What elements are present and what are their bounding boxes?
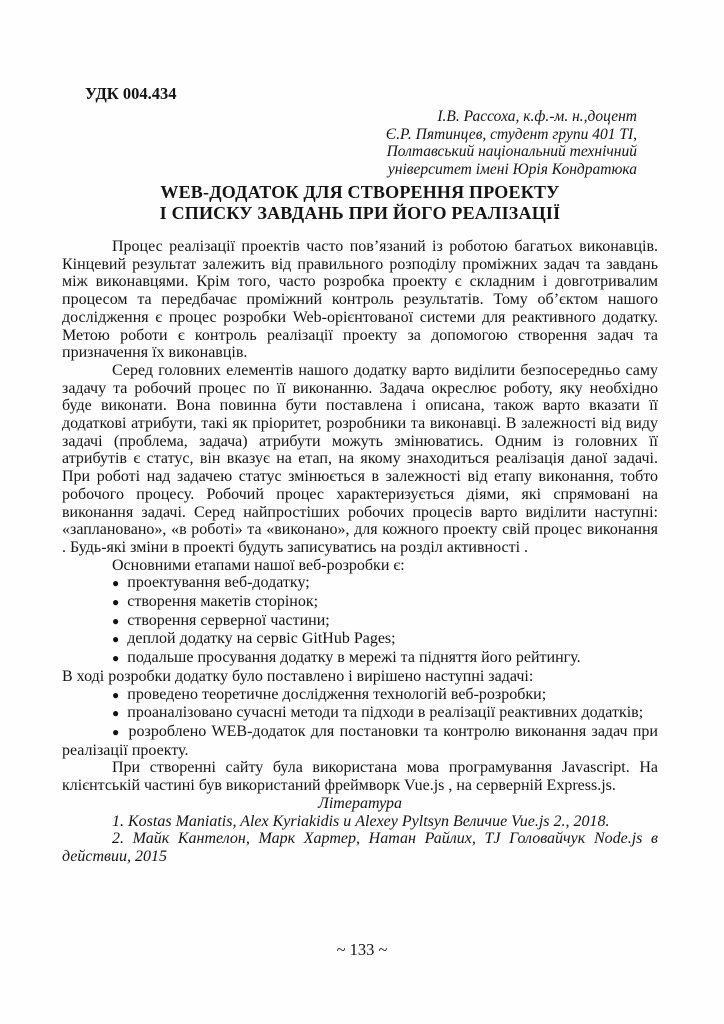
paper-title-line-2: І СПИСКУ ЗАВДАНЬ ПРИ ЙОГО РЕАЛІЗАЦІЇ [159, 203, 561, 223]
author-line-4: університет імені Юрія Кондратюка [387, 160, 637, 178]
paper-body [62, 238, 658, 866]
bullet-icon: ● [112, 595, 120, 610]
stage-item-text: проектування веб-додатку; [127, 574, 310, 592]
task-list-item [62, 723, 658, 759]
author-block [62, 108, 637, 178]
stage-item-text: створення макетів сторінок; [127, 593, 319, 611]
stage-list-item [62, 574, 658, 593]
task-item-text: розроблено WEB-додаток для постановки та контролю виконання задач при реалізації проекту. [62, 722, 658, 759]
udc-number: УДК 004.434 [85, 84, 177, 103]
stage-item-text: створення серверної частини; [127, 611, 330, 629]
stage-item-text: подальше просування додатку в мережі та підняття його рейтингу. [127, 649, 581, 667]
bullet-icon: ● [112, 706, 120, 721]
task-list-item [62, 704, 658, 723]
paragraph-technologies: При створенні сайту була використана мова програмування Javascript. На клієнтській частині був використаний фреймворк Vue.js , на серверній Express.js. [62, 759, 658, 795]
paper-title-line-1: WEB-ДОДАТОК ДЛЯ СТВОРЕННЯ ПРОЕКТУ [160, 182, 560, 202]
author-line-3: Полтавський національний технічний [386, 143, 637, 160]
task-list-item [62, 686, 658, 705]
paragraph-elements: Серед головних елементів нашого додатку варто виділити безпосередньо саму задачу та робочий процес по її виконанню. Задача окреслює роботу, яку необхідно буде виконати. Вона повинна бути поставлена і описана, також варто вказати її додаткові атрибути, такі як пріоритет, розробники та виконавці. В залежності від виду задачі (проблема, задача) атрибути можуть змінюватись. Одним із головних її атрибутів є статус, він вказує на етап, на якому знаходиться реалізація даної задачі. При роботі над задачею статус змінюється в залежності від етапу виконання, тобто робочого процесу. Робочий процес характеризується діями, які спрямовані на виконання задачі. Серед найпростіших робочих процесів варто виділити наступні: «заплановано», «в роботі» та «виконано», для кожного проекту свій процес виконання . Будь-які зміни в проекті будуть записуватись на розділ активності . [62, 361, 658, 556]
reference-item-2: 2. Майк Кантелон, Марк Хартер, Натан Райлих, TJ Головайчук Node.js в действии, 2015 [62, 830, 658, 865]
author-line-2: Є.Р. Пятинцев, студент групи 401 ТІ, [385, 125, 637, 143]
bullet-icon: ● [112, 687, 120, 702]
tasks-intro: В ході розробки додатку було поставлено і вирішено наступні задачі: [62, 667, 534, 685]
page-number: ~ 133 ~ [336, 940, 388, 959]
bullet-icon: ● [112, 613, 120, 628]
stage-list-item [62, 649, 658, 668]
reference-item-1: 1. Kostas Maniatis, Alex Kyriakidis и Alexey Pyltsyn Величие Vue.js 2., 2018. [112, 812, 610, 830]
literature-heading: Література [318, 794, 402, 812]
bullet-icon: ● [112, 576, 120, 591]
task-item-text: проаналізовано сучасні методи та підходи в реалізації реактивних додатків; [127, 704, 644, 722]
author-line-1: І.В. Рассоха, к.ф.-м. н.,доцент [437, 108, 637, 125]
stage-list-item [62, 612, 658, 631]
bullet-icon: ● [112, 651, 120, 666]
stage-list-item [62, 593, 658, 612]
stage-item-text: деплой додатку на сервіс GitHub Pages; [127, 630, 396, 648]
task-item-text: проведено теоретичне дослідження технологій веб-розробки; [127, 685, 547, 703]
stages-intro: Основними етапами нашої веб-розробки є: [112, 556, 405, 574]
paragraph-intro: Процес реалізації проектів часто пов’язаний із роботою багатьох виконавців. Кінцевий результат залежить від правильного розподілу проміжних задач та завдань між виконавцями. Крім того, часто розробка проекту є складним і довготривалим процесом та передбачає проміжний контроль результатів. Тому об’єктом нашого дослідження є процес розробки Web-орієнтованої системи для реактивного додатку. Метою роботи є контроль реалізації проекту за допомогою створення задач та призначення їх виконавців. [62, 238, 658, 362]
bullet-icon: ● [112, 632, 120, 647]
stage-list-item [62, 630, 658, 649]
bullet-icon: ● [112, 724, 121, 739]
paper-title [62, 182, 658, 224]
